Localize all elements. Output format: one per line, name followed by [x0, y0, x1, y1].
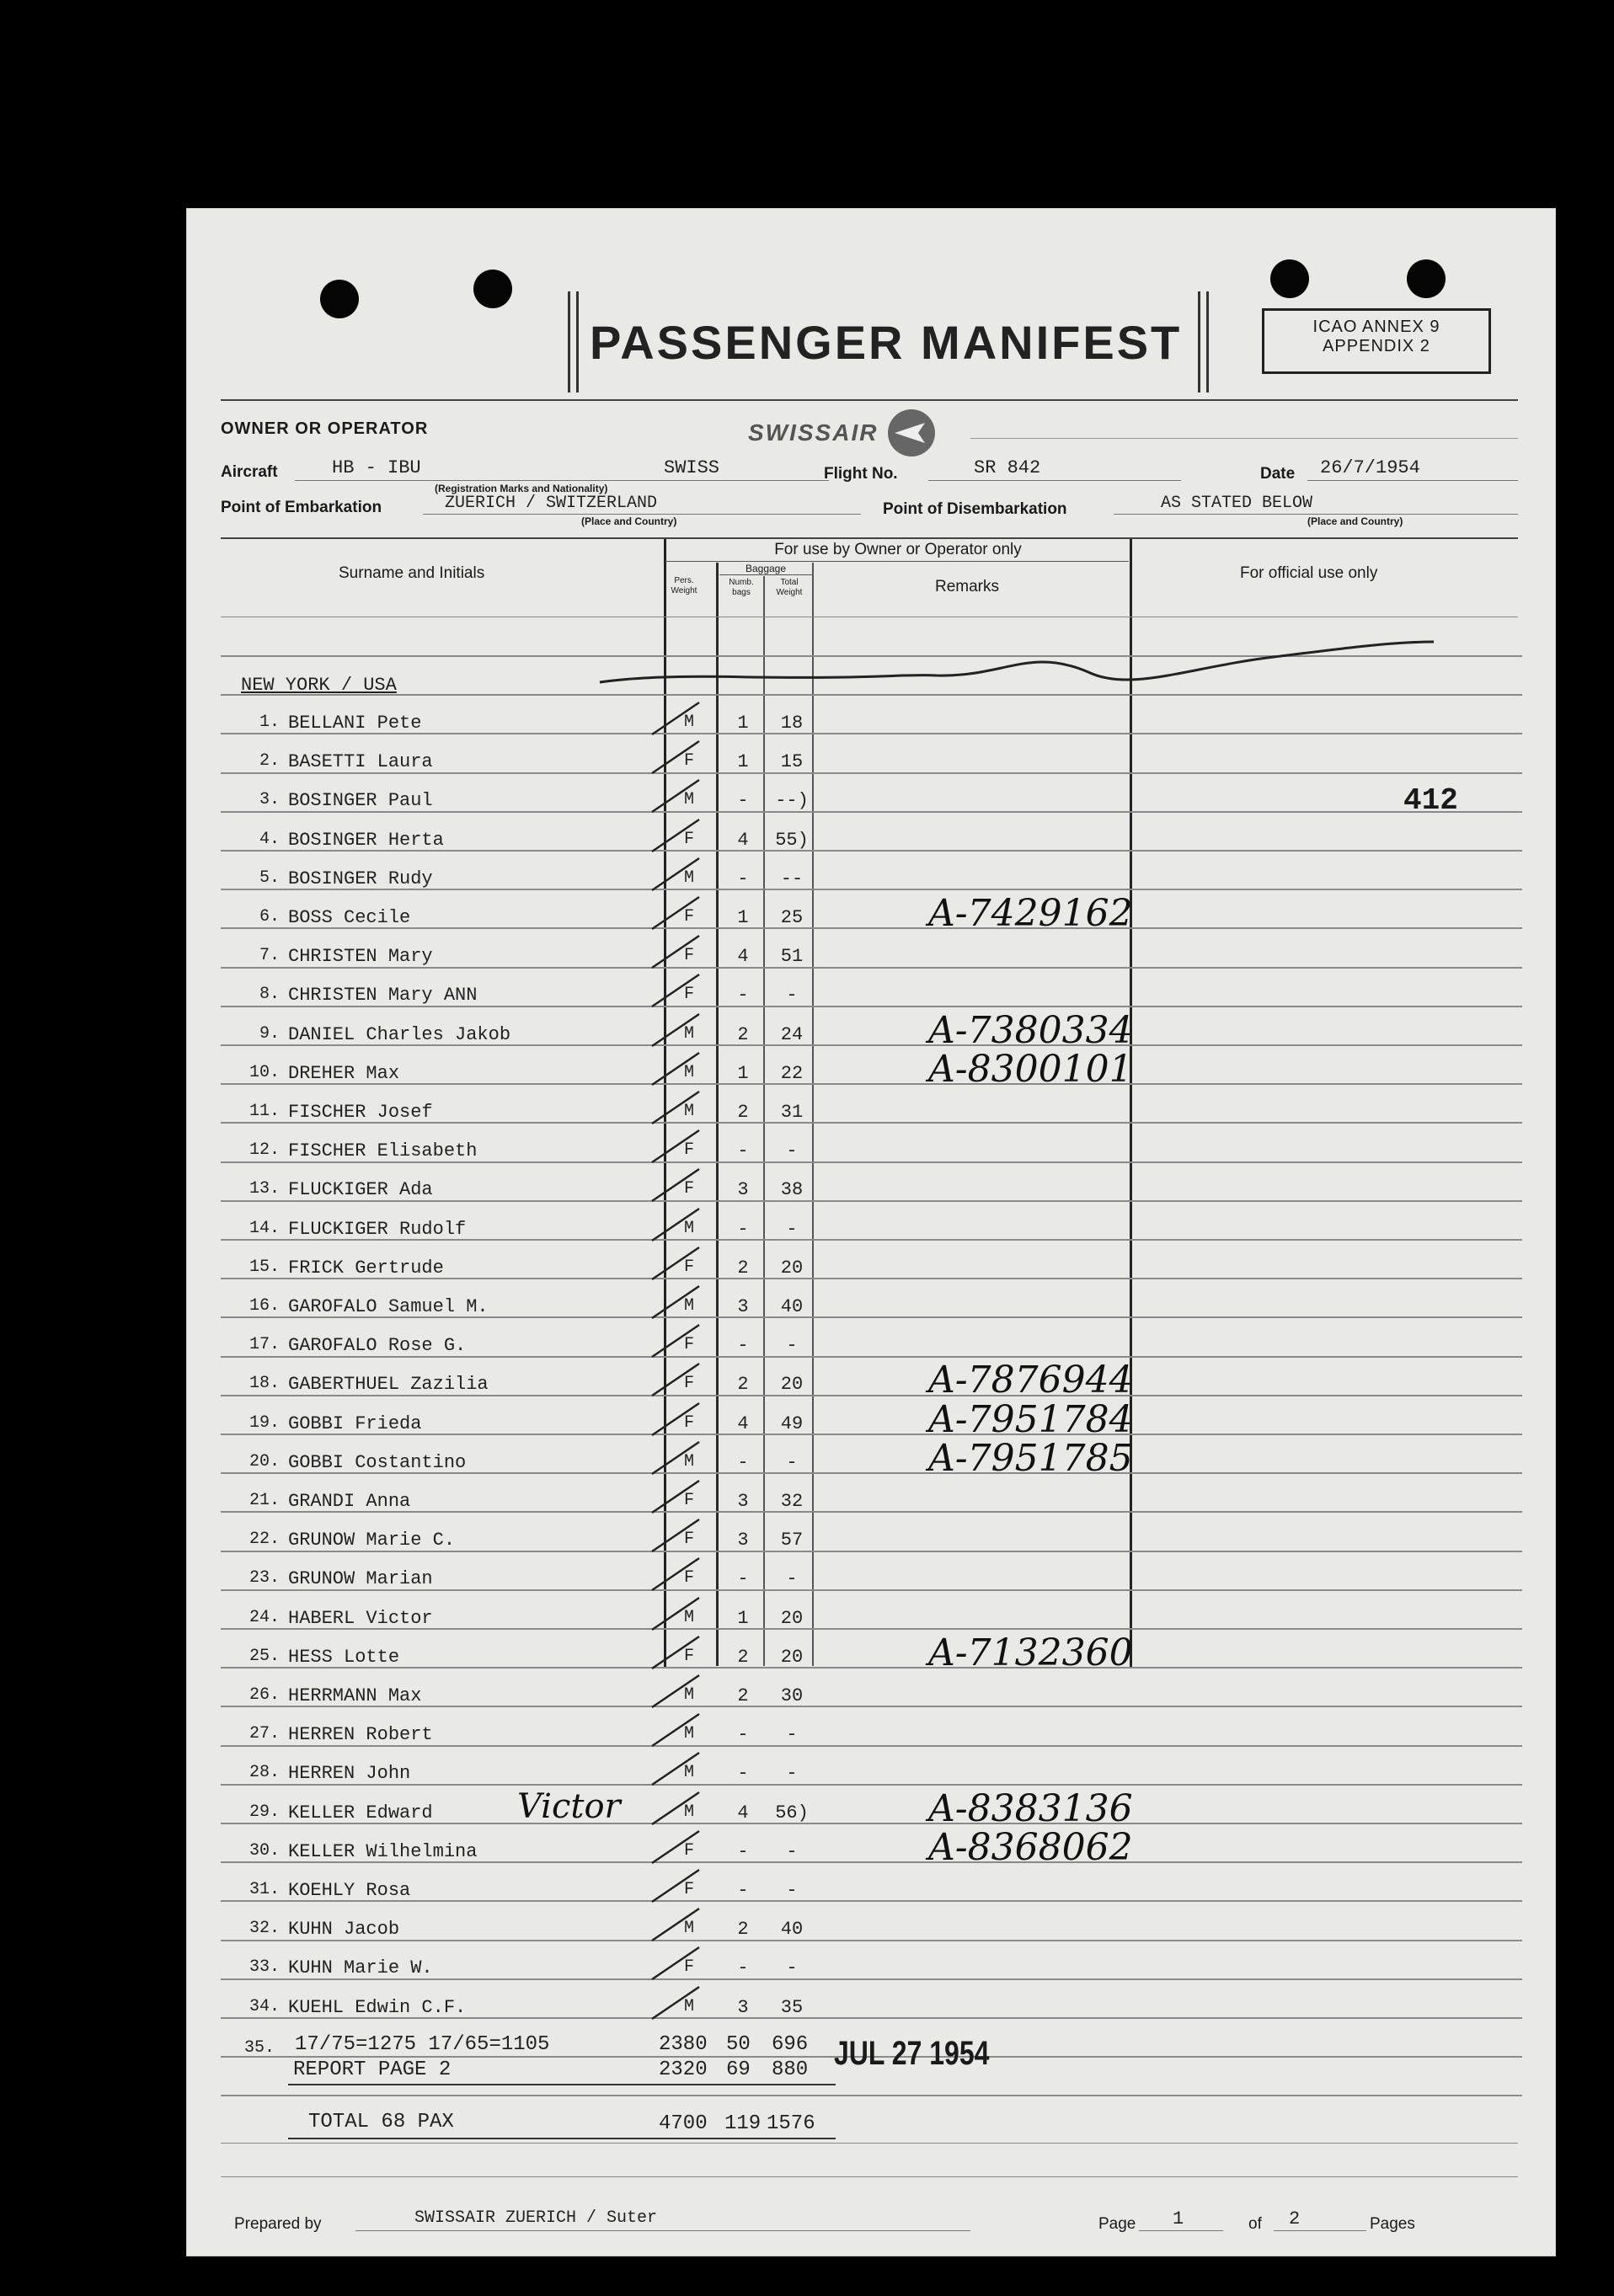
passenger-name: GABERTHUEL Zazilia: [288, 1374, 489, 1395]
total-weight: -: [786, 1140, 798, 1161]
passenger-name: GRUNOW Marian: [288, 1568, 433, 1589]
date-label: Date: [1260, 465, 1296, 483]
total-weight: -: [786, 1219, 798, 1240]
icao-line1: ICAO ANNEX 9: [1312, 318, 1440, 336]
report-bags: 69: [726, 2058, 751, 2081]
passenger-name: KUHN Marie W.: [288, 1957, 433, 1978]
pers-weight-mark: M: [683, 1997, 694, 2016]
ruled-line: [221, 1161, 1522, 1163]
bags-count: 3: [737, 1997, 749, 2018]
bags-count: -: [737, 790, 749, 811]
ruled-line: [221, 2095, 1522, 2096]
bags-count: -: [737, 1568, 749, 1589]
passenger-name: KUHN Jacob: [288, 1919, 400, 1940]
total-weight: 31: [780, 1102, 804, 1123]
pers-weight-mark: M: [683, 1452, 694, 1471]
ruled-line: [221, 967, 1522, 969]
row-number: 31.: [249, 1880, 280, 1899]
pers-weight-mark: F: [683, 985, 694, 1004]
checkmark-slash-icon: [649, 1982, 708, 2024]
remark-passport: A-7951784: [928, 1398, 1133, 1441]
registration-note: (Registration Marks and Nationality): [435, 483, 608, 494]
row-number: 34.: [249, 1997, 280, 2016]
prepared-value: SWISSAIR ZUERICH / Suter: [414, 2208, 658, 2228]
total-weight: 15: [780, 751, 804, 772]
bags-count: 2: [737, 1024, 749, 1045]
remark-passport: A-7951785: [928, 1437, 1133, 1480]
bags-count: -: [737, 985, 749, 1006]
row35-text: 17/75=1275 17/65=1105: [295, 2033, 550, 2056]
report-weight: 880: [772, 2058, 809, 2081]
page-label: Page: [1098, 2215, 1136, 2233]
total-weight: 20: [780, 1647, 804, 1668]
passenger-name: HESS Lotte: [288, 1647, 400, 1668]
passenger-name: HABERL Victor: [288, 1608, 433, 1629]
passenger-name: FISCHER Josef: [288, 1102, 433, 1123]
row-number: 32.: [249, 1919, 280, 1938]
pers-weight-mark: M: [683, 1608, 694, 1627]
bags-count: 1: [737, 1063, 749, 1084]
row-number: 18.: [249, 1374, 280, 1393]
passenger-name: CHRISTEN Mary ANN: [288, 985, 478, 1006]
total-weight: 20: [780, 1257, 804, 1279]
bags-count: 2: [737, 1257, 749, 1279]
passenger-name: FISCHER Elisabeth: [288, 1140, 478, 1161]
checkmark-slash-icon: [649, 1865, 708, 1907]
row-number: 30.: [249, 1841, 280, 1861]
passenger-name: BOSINGER Paul: [288, 790, 433, 811]
pers-weight-mark: F: [683, 1491, 694, 1510]
row-number: 2.: [259, 751, 280, 771]
swissair-arrow-icon: [883, 408, 942, 458]
remark-passport: A-8383136: [928, 1787, 1133, 1830]
row35-weight: 696: [772, 2033, 809, 2056]
total-weight: -: [786, 1880, 798, 1901]
total-weight: -: [786, 1724, 798, 1745]
ruled-line: [221, 1900, 1522, 1902]
of-label: of: [1248, 2215, 1262, 2233]
checkmark-slash-icon: [649, 1826, 708, 1868]
total-weight: 20: [780, 1608, 804, 1629]
pers-weight-mark: M: [683, 1296, 694, 1316]
checkmark-slash-icon: [649, 736, 708, 778]
row-number: 21.: [249, 1491, 280, 1510]
embark-label: Point of Embarkation: [221, 499, 382, 516]
pers-weight-mark: F: [683, 1374, 694, 1393]
pers-weight-header: Pers. Weight: [671, 576, 697, 595]
checkmark-slash-icon: [649, 1164, 708, 1206]
ruled-line: [221, 1784, 1522, 1786]
ruled-line: [221, 1006, 1522, 1007]
row-number: 28.: [249, 1763, 280, 1782]
checkmark-slash-icon: [649, 1476, 708, 1518]
pers-weight-mark: F: [683, 1179, 694, 1199]
total-text: TOTAL 68 PAX: [308, 2111, 454, 2133]
checkmark-slash-icon: [649, 1787, 708, 1829]
pers-weight-mark: M: [683, 1724, 694, 1743]
passenger-name: KELLER Wilhelmina: [288, 1841, 478, 1862]
checkmark-slash-icon: [649, 1670, 708, 1712]
row-number: 29.: [249, 1802, 280, 1822]
total-weight: -: [786, 1957, 798, 1978]
row35-pers-weight: 2380: [659, 2033, 708, 2056]
bags-count: -: [737, 1763, 749, 1784]
pers-weight-mark: F: [683, 1841, 694, 1861]
icao-box: [1262, 308, 1491, 374]
row-number: 24.: [249, 1608, 280, 1627]
total-weight: 55): [775, 830, 809, 851]
checkmark-slash-icon: [649, 1631, 708, 1674]
row-number: 10.: [249, 1063, 280, 1082]
checkmark-slash-icon: [649, 1553, 708, 1595]
passenger-name: HERREN John: [288, 1763, 411, 1784]
ruled-line: [221, 1667, 1522, 1669]
row-number: 13.: [249, 1179, 280, 1199]
row-number: 5.: [259, 868, 280, 888]
checkmark-slash-icon: [649, 1048, 708, 1090]
total-weight: 1576: [767, 2112, 815, 2135]
ruled-line: [221, 1200, 1522, 1202]
passenger-name: KOEHLY Rosa: [288, 1880, 411, 1901]
owner-label: OWNER OR OPERATOR: [221, 419, 429, 438]
passenger-name: BOSINGER Herta: [288, 830, 444, 851]
passenger-name: FRICK Gertrude: [288, 1257, 444, 1279]
passenger-name: BELLANI Pete: [288, 713, 422, 734]
row-number: 12.: [249, 1140, 280, 1160]
page-value: 1: [1173, 2208, 1184, 2229]
ruled-line: [221, 927, 1522, 929]
passenger-name: GAROFALO Rose G.: [288, 1335, 467, 1356]
pers-weight-mark: F: [683, 1413, 694, 1433]
checkmark-slash-icon: [649, 1398, 708, 1440]
bags-count: 4: [737, 946, 749, 967]
bags-count: 3: [737, 1530, 749, 1551]
ruled-line: [221, 1511, 1522, 1513]
checkmark-slash-icon: [649, 814, 708, 857]
bags-count: 2: [737, 1374, 749, 1395]
ruled-line: [221, 1395, 1522, 1396]
row-number: 3.: [259, 790, 280, 809]
handwritten-victor: Victor: [517, 1787, 621, 1826]
total-weight: -: [786, 1452, 798, 1473]
passenger-name: KUEHL Edwin C.F.: [288, 1997, 467, 2018]
swissair-logo: [748, 408, 942, 458]
flight-label: Flight No.: [824, 465, 898, 483]
pers-weight-mark: M: [683, 713, 694, 732]
punch-hole: [1407, 259, 1446, 298]
row-number: 1.: [259, 713, 280, 732]
bags-count: -: [737, 1841, 749, 1862]
passenger-name: GAROFALO Samuel M.: [288, 1296, 489, 1317]
total-weight: --): [775, 790, 809, 811]
report-pers-weight: 2320: [659, 2058, 708, 2081]
passenger-name: CHRISTEN Mary: [288, 946, 433, 967]
place-country-note-2: (Place and Country): [1307, 515, 1403, 527]
bags-count: 2: [737, 1647, 749, 1668]
checkmark-slash-icon: [649, 775, 708, 817]
pers-weight-mark: M: [683, 1024, 694, 1044]
row-number: 11.: [249, 1102, 280, 1121]
row-number: 27.: [249, 1724, 280, 1743]
bags-count: -: [737, 1452, 749, 1473]
ruled-line: [221, 811, 1522, 813]
total-weight: 25: [780, 907, 804, 928]
checkmark-slash-icon: [649, 1359, 708, 1401]
place-country-note: (Place and Country): [581, 515, 677, 527]
passenger-name: DREHER Max: [288, 1063, 400, 1084]
bags-count: 4: [737, 830, 749, 851]
bags-count: 4: [737, 1413, 749, 1434]
pers-weight-mark: F: [683, 1647, 694, 1666]
bags-count: -: [737, 1724, 749, 1745]
bags-count: 3: [737, 1179, 749, 1200]
checkmark-slash-icon: [649, 1514, 708, 1556]
checkmark-slash-icon: [649, 1242, 708, 1284]
passenger-name: BOSINGER Rudy: [288, 868, 433, 889]
passenger-name: FLUCKIGER Ada: [288, 1179, 433, 1200]
handwritten-dash-icon: [583, 605, 1459, 697]
total-weight: 22: [780, 1063, 804, 1084]
passenger-name: GRUNOW Marie C.: [288, 1530, 456, 1551]
bags-count: 2: [737, 1102, 749, 1123]
bags-count: -: [737, 1140, 749, 1161]
pers-weight-mark: M: [683, 1102, 694, 1121]
total-weight: --: [780, 868, 804, 889]
prepared-label: Prepared by: [234, 2215, 322, 2233]
total-weight-header: Total Weight: [776, 578, 803, 597]
checkmark-slash-icon: [649, 1942, 708, 1984]
row35-bags: 50: [726, 2033, 751, 2056]
total-weight: -: [786, 1841, 798, 1862]
pers-weight-mark: F: [683, 946, 694, 965]
owner-use-header: For use by Owner or Operator only: [774, 541, 1022, 558]
punch-hole: [320, 280, 359, 318]
bags-count: 3: [737, 1296, 749, 1317]
punch-hole: [1270, 259, 1309, 298]
pers-weight-mark: F: [683, 1530, 694, 1549]
report-text: REPORT PAGE 2: [293, 2058, 452, 2081]
checkmark-slash-icon: [649, 1009, 708, 1051]
checkmark-slash-icon: [649, 853, 708, 895]
row-number: 14.: [249, 1219, 280, 1238]
total-bags: 119: [724, 2112, 762, 2135]
checkmark-slash-icon: [649, 1087, 708, 1129]
total-weight: 40: [780, 1919, 804, 1940]
checkmark-slash-icon: [649, 1281, 708, 1323]
bags-count: -: [737, 1219, 749, 1240]
checkmark-slash-icon: [649, 1320, 708, 1362]
remarks-header: Remarks: [935, 578, 1000, 595]
passenger-name: KELLER Edward: [288, 1802, 433, 1823]
row-number: 23.: [249, 1568, 280, 1588]
ruled-line: [221, 1940, 1522, 1941]
passenger-name: GRANDI Anna: [288, 1491, 411, 1512]
passenger-name: GOBBI Frieda: [288, 1413, 422, 1434]
passenger-name: BASETTI Laura: [288, 751, 433, 772]
pers-weight-mark: F: [683, 1957, 694, 1977]
bags-count: 1: [737, 907, 749, 928]
row35-number: 35.: [244, 2038, 275, 2058]
pers-weight-mark: M: [683, 1219, 694, 1238]
total-weight: 20: [780, 1374, 804, 1395]
row-number: 20.: [249, 1452, 280, 1471]
ruled-line: [221, 1745, 1522, 1747]
icao-line2: APPENDIX 2: [1323, 337, 1430, 355]
passenger-name: HERRMANN Max: [288, 1685, 422, 1706]
pers-weight-mark: F: [683, 1257, 694, 1277]
official-number: 412: [1403, 783, 1458, 818]
remark-passport: A-7380334: [928, 1009, 1133, 1052]
official-header: For official use only: [1240, 564, 1378, 582]
page-title: PASSENGER MANIFEST: [590, 316, 1183, 369]
baggage-header: Baggage: [745, 563, 787, 574]
pages-label: Pages: [1370, 2215, 1415, 2233]
total-weight: 56): [775, 1802, 809, 1823]
pers-weight-mark: M: [683, 790, 694, 809]
ruled-line: [221, 1356, 1522, 1358]
total-weight: 32: [780, 1491, 804, 1512]
pers-weight-mark: F: [683, 1568, 694, 1588]
nationality-value: SWISS: [664, 457, 720, 478]
checkmark-slash-icon: [649, 1748, 708, 1790]
checkmark-slash-icon: [649, 931, 708, 973]
total-weight: 57: [780, 1530, 804, 1551]
pers-weight-mark: M: [683, 1763, 694, 1782]
remark-passport: A-8300101: [928, 1048, 1133, 1091]
row-number: 17.: [249, 1335, 280, 1354]
passenger-name: DANIEL Charles Jakob: [288, 1024, 511, 1045]
received-stamp: JUL 27 1954: [834, 2035, 990, 2072]
row-number: 22.: [249, 1530, 280, 1549]
aircraft-value: HB - IBU: [332, 457, 421, 478]
of-value: 2: [1289, 2208, 1301, 2229]
row-number: 15.: [249, 1257, 280, 1277]
checkmark-slash-icon: [649, 1437, 708, 1479]
row-number: 25.: [249, 1647, 280, 1666]
bags-count: -: [737, 1335, 749, 1356]
passenger-name: HERREN Robert: [288, 1724, 433, 1745]
remark-passport: A-7876944: [928, 1359, 1133, 1402]
row-number: 4.: [259, 830, 280, 849]
pers-weight-mark: M: [683, 1919, 694, 1938]
total-weight: -: [786, 1335, 798, 1356]
total-weight: -: [786, 1763, 798, 1784]
pers-weight-mark: F: [683, 1880, 694, 1899]
pers-weight-mark: F: [683, 1140, 694, 1160]
checkmark-slash-icon: [649, 697, 708, 740]
pers-weight-mark: M: [683, 1685, 694, 1705]
punch-hole: [473, 270, 512, 308]
checkmark-slash-icon: [649, 1709, 708, 1751]
total-weight: 49: [780, 1413, 804, 1434]
total-weight: 51: [780, 946, 804, 967]
checkmark-slash-icon: [649, 969, 708, 1012]
passenger-name: GOBBI Costantino: [288, 1452, 467, 1473]
bags-count: 1: [737, 751, 749, 772]
row-number: 9.: [259, 1024, 280, 1044]
passenger-name: FLUCKIGER Rudolf: [288, 1219, 467, 1240]
bags-count: -: [737, 868, 749, 889]
row-number: 8.: [259, 985, 280, 1004]
pers-weight-mark: M: [683, 1802, 694, 1822]
ruled-line: [221, 1589, 1522, 1591]
bags-count: 4: [737, 1802, 749, 1823]
total-pers-weight: 4700: [659, 2112, 708, 2135]
date-value: 26/7/1954: [1320, 457, 1420, 478]
row-number: 19.: [249, 1413, 280, 1433]
row-number: 6.: [259, 907, 280, 926]
total-weight: 30: [780, 1685, 804, 1706]
row-number: 7.: [259, 946, 280, 965]
ruled-line: [221, 1083, 1522, 1085]
total-weight: -: [786, 1568, 798, 1589]
numb-bags-header: Numb. bags: [729, 578, 754, 597]
manifest-sheet: [187, 209, 1555, 2256]
row-number: 16.: [249, 1296, 280, 1316]
ruled-line: [221, 772, 1522, 774]
remark-passport: A-8368062: [928, 1826, 1133, 1869]
bags-count: 3: [737, 1491, 749, 1512]
pers-weight-mark: M: [683, 868, 694, 888]
bags-count: 1: [737, 713, 749, 734]
pers-weight-mark: F: [683, 907, 694, 926]
pers-weight-mark: M: [683, 1063, 694, 1082]
flight-value: SR 842: [974, 457, 1041, 478]
total-weight: 38: [780, 1179, 804, 1200]
pers-weight-mark: F: [683, 830, 694, 849]
checkmark-slash-icon: [649, 1204, 708, 1246]
total-weight: 40: [780, 1296, 804, 1317]
total-weight: 18: [780, 713, 804, 734]
logo-text: SWISSAIR: [748, 419, 879, 446]
row-number: 26.: [249, 1685, 280, 1705]
bags-count: 1: [737, 1608, 749, 1629]
total-weight: 24: [780, 1024, 804, 1045]
checkmark-slash-icon: [649, 1593, 708, 1635]
passenger-name: BOSS Cecile: [288, 907, 411, 928]
surname-header: Surname and Initials: [339, 564, 485, 582]
checkmark-slash-icon: [649, 1904, 708, 1946]
aircraft-label: Aircraft: [221, 463, 278, 481]
pers-weight-mark: F: [683, 751, 694, 771]
embark-value: ZUERICH / SWITZERLAND: [445, 494, 658, 513]
bags-count: -: [737, 1880, 749, 1901]
bags-count: -: [737, 1957, 749, 1978]
destination: NEW YORK / USA: [241, 675, 397, 696]
disembark-label: Point of Disembarkation: [883, 500, 1067, 518]
bags-count: 2: [737, 1685, 749, 1706]
row-number: 33.: [249, 1957, 280, 1977]
checkmark-slash-icon: [649, 892, 708, 934]
total-weight: -: [786, 985, 798, 1006]
pers-weight-mark: F: [683, 1335, 694, 1354]
remark-passport: A-7429162: [928, 892, 1133, 935]
checkmark-slash-icon: [649, 1125, 708, 1167]
ruled-line: [221, 1978, 1522, 1980]
remark-passport: A-7132360: [928, 1631, 1133, 1674]
bags-count: 2: [737, 1919, 749, 1940]
total-weight: 35: [780, 1997, 804, 2018]
disembark-value: AS STATED BELOW: [1161, 494, 1313, 513]
ruled-line: [221, 1551, 1522, 1552]
